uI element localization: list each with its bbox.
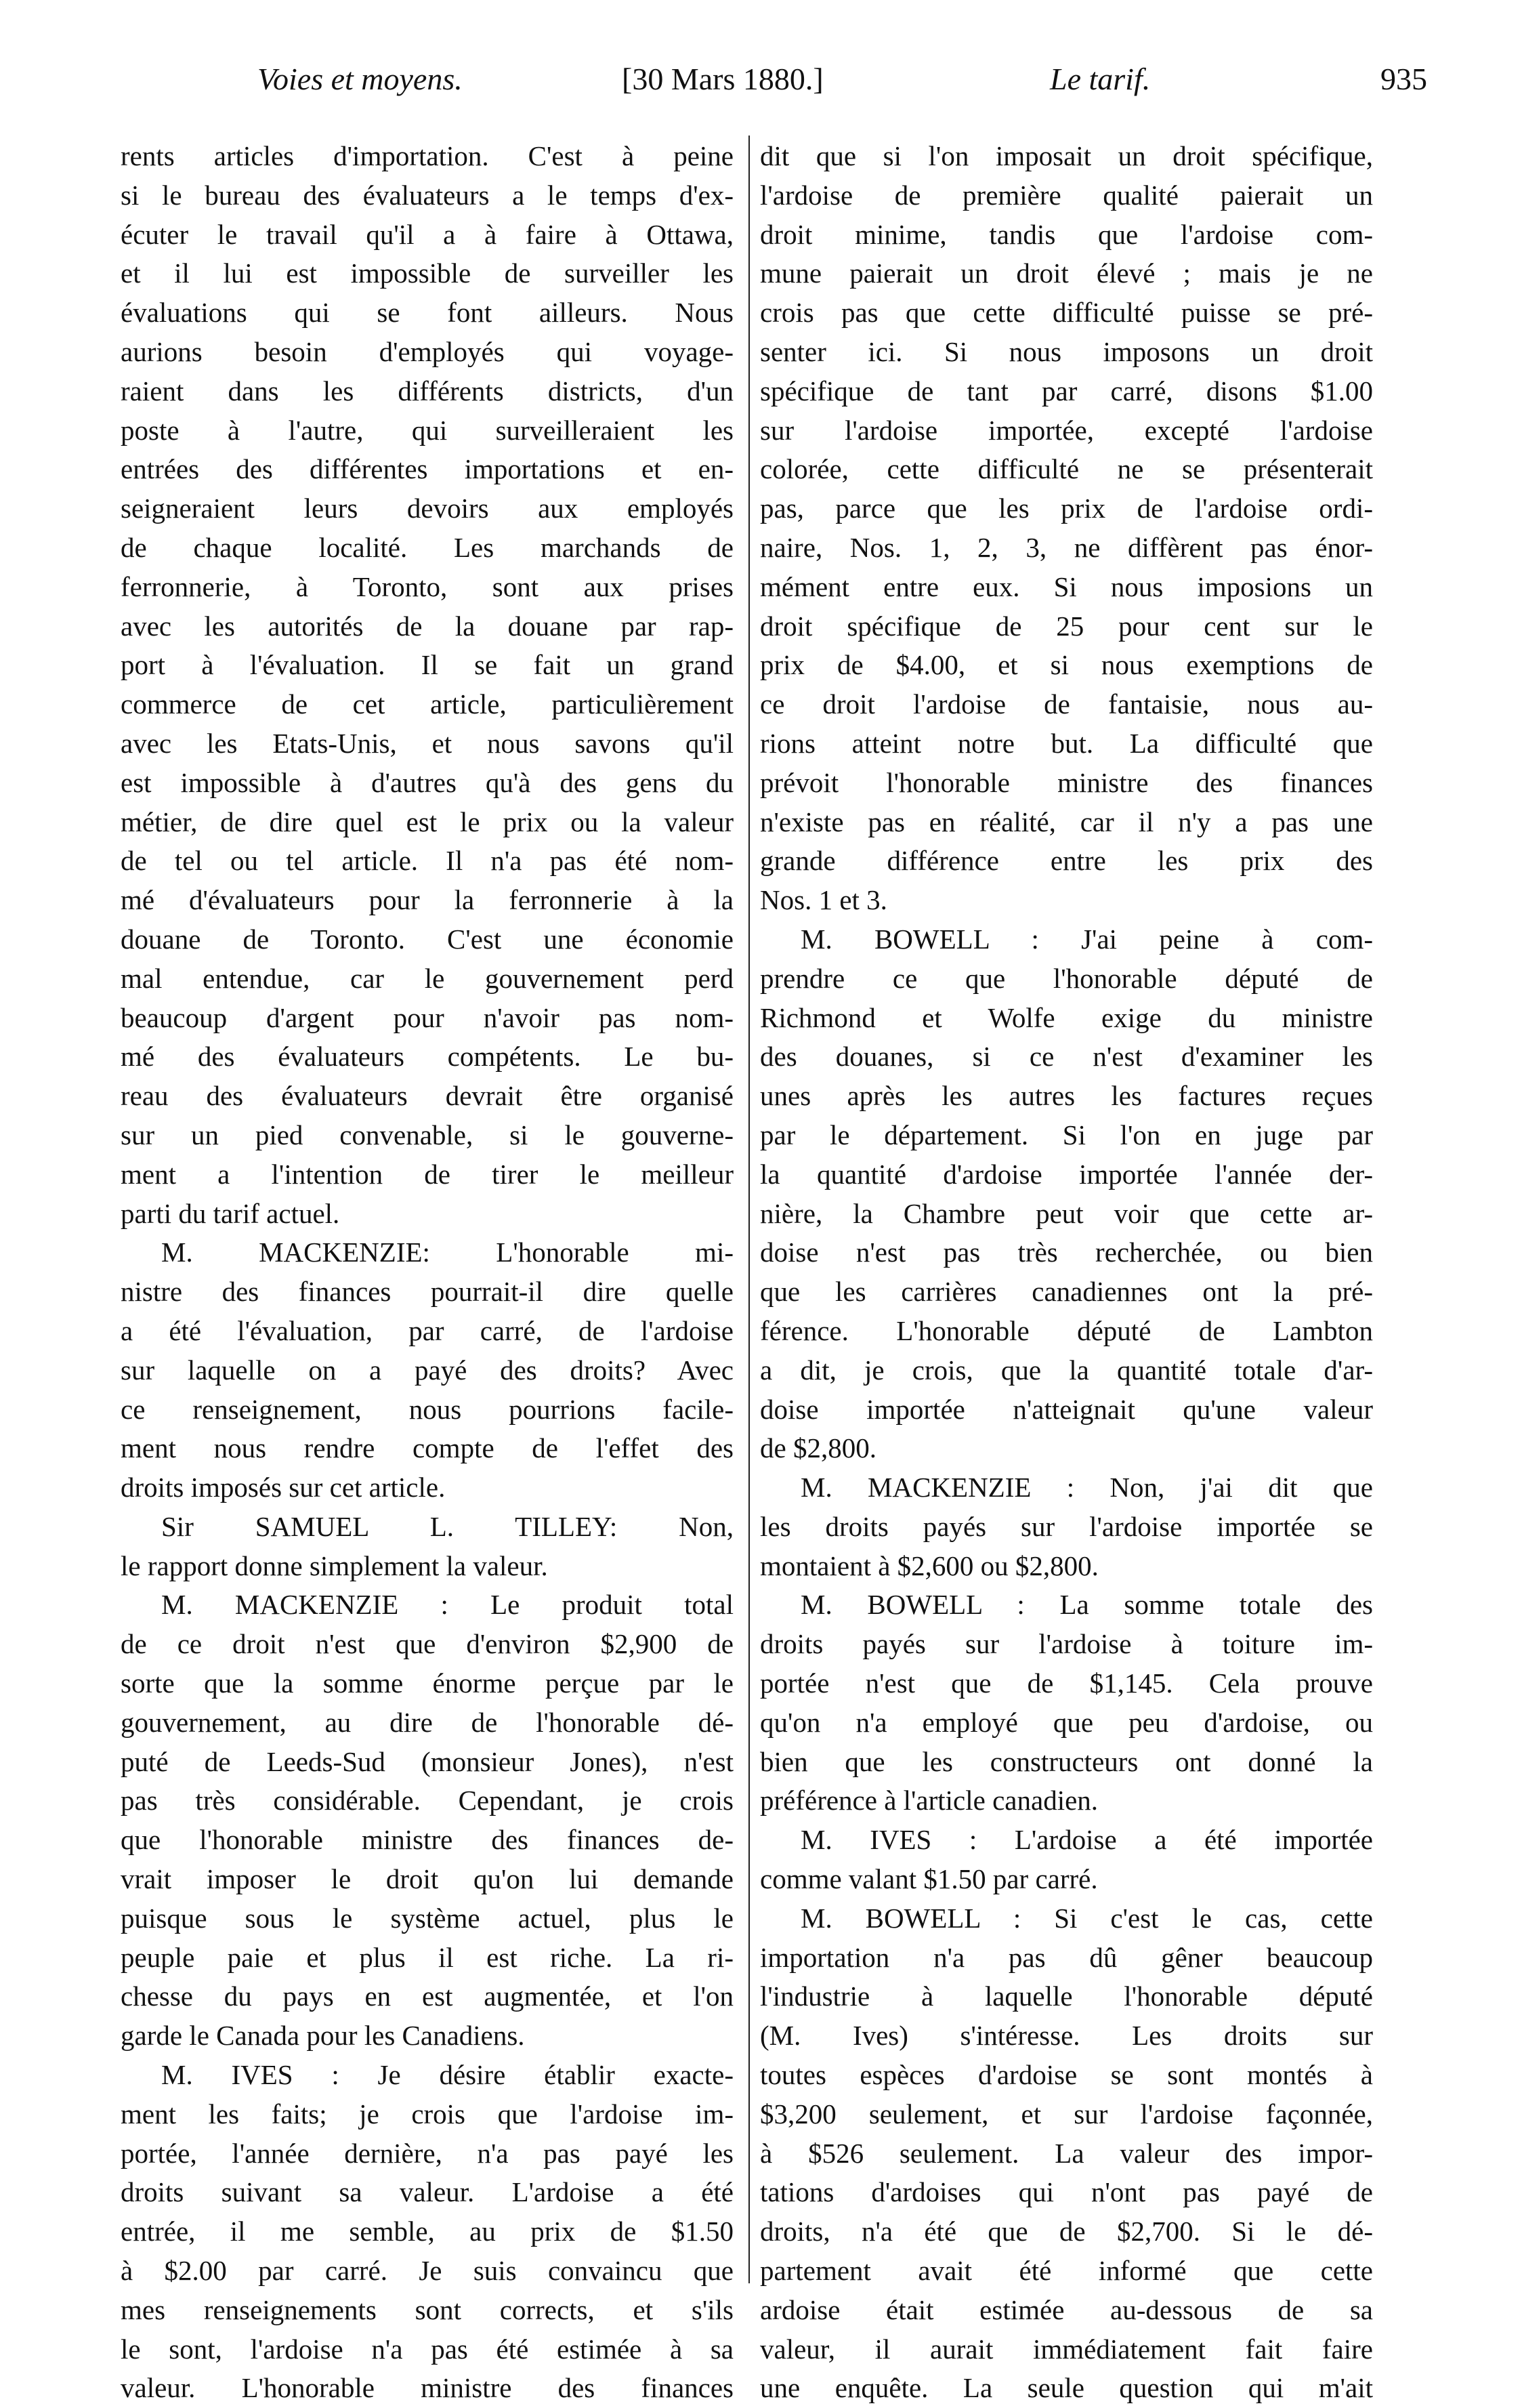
- text-line: douane de Toronto. C'est une économie: [121, 923, 734, 955]
- text-line: une enquête. La seule question qui m'ait: [760, 2372, 1373, 2404]
- text-line: préférence à l'article canadien.: [760, 1785, 1099, 1817]
- text-line: M. BOWELL : J'ai peine à com-: [801, 923, 1373, 955]
- text-line: droits, n'a été que de $2,700. Si le dé-: [760, 2216, 1373, 2247]
- text-line: qu'on n'a employé que peu d'ardoise, ou: [760, 1706, 1373, 1738]
- text-line: valeur. L'honorable ministre des finances: [121, 2372, 734, 2404]
- text-line: rents articles d'importation. C'est à peine: [121, 140, 734, 171]
- text-line: l'ardoise de première qualité paierait un: [760, 179, 1373, 211]
- text-line: naire, Nos. 1, 2, 3, ne diffèrent pas énor-: [760, 531, 1373, 563]
- text-line: dit que si l'on imposait un droit spécifique,: [760, 140, 1373, 171]
- text-line: droits suivant sa valeur. L'ardoise a été: [121, 2176, 734, 2208]
- text-line: vrait imposer le droit qu'on lui demande: [121, 1863, 734, 1895]
- text-line: droits imposés sur cet article.: [121, 1472, 446, 1503]
- text-line: que les carrières canadiennes ont la pré-: [760, 1276, 1373, 1308]
- text-line: droit spécifique de 25 pour cent sur le: [760, 610, 1373, 642]
- text-line: commerce de cet article, particulièrement: [121, 688, 734, 720]
- text-line: importation n'a pas dû gêner beaucoup: [760, 1941, 1373, 1973]
- text-line: puisque sous le système actuel, plus le: [121, 1902, 734, 1934]
- text-line: seigneraient leurs devoirs aux employés: [121, 493, 734, 524]
- text-line: mé d'évaluateurs pour la ferronnerie à la: [121, 884, 734, 916]
- text-line: Richmond et Wolfe exige du ministre: [760, 1001, 1373, 1033]
- text-line: raient dans les différents districts, d'un: [121, 375, 734, 407]
- text-line: à $526 seulement. La valeur des impor-: [760, 2137, 1373, 2169]
- text-line: n'existe pas en réalité, car il n'y a pas une: [760, 806, 1373, 837]
- text-line: pas très considérable. Cependant, je crois: [121, 1785, 734, 1817]
- text-line: ment les faits; je crois que l'ardoise im-: [121, 2098, 734, 2130]
- text-line: avec les Etats-Unis, et nous savons qu'il: [121, 727, 734, 759]
- text-line: si le bureau des évaluateurs a le temps d'ex-: [121, 179, 734, 211]
- text-line: l'industrie à laquelle l'honorable député: [760, 1980, 1373, 2012]
- running-header: [115, 49, 1427, 103]
- text-line: $3,200 seulement, et sur l'ardoise façonnée,: [760, 2098, 1373, 2130]
- text-line: droits payés sur l'ardoise à toiture im-: [760, 1628, 1373, 1660]
- text-line: métier, de dire quel est le prix ou la valeur: [121, 806, 734, 837]
- text-line: évaluations qui se font ailleurs. Nous: [121, 297, 734, 329]
- text-line: portée, l'année dernière, n'a pas payé les: [121, 2137, 734, 2169]
- text-line: M. MACKENZIE : Le produit total: [161, 1589, 734, 1621]
- text-line: ce renseignement, nous pourrions facile-: [121, 1393, 734, 1425]
- text-line: Nos. 1 et 3.: [760, 884, 887, 916]
- text-line: nistre des finances pourrait-il dire quelle: [121, 1276, 734, 1308]
- text-line: sur un pied convenable, si le gouverne-: [121, 1119, 734, 1150]
- text-line: mal entendue, car le gouvernement perd: [121, 962, 734, 994]
- text-line: prendre ce que l'honorable député de: [760, 962, 1373, 994]
- text-line: Sir SAMUEL L. TILLEY: Non,: [161, 1510, 734, 1542]
- text-line: entrée, il me semble, au prix de $1.50: [121, 2216, 734, 2247]
- text-line: gouvernement, au dire de l'honorable dé-: [121, 1706, 734, 1738]
- text-line: reau des évaluateurs devrait être organisé: [121, 1080, 734, 1112]
- page-number: 935: [1380, 62, 1427, 96]
- text-line: ferronnerie, à Toronto, sont aux prises: [121, 570, 734, 602]
- text-line: valeur, il aurait immédiatement fait faire: [760, 2333, 1373, 2365]
- text-line: ment a l'intention de tirer le meilleur: [121, 1158, 734, 1190]
- text-line: ce droit l'ardoise de fantaisie, nous au-: [760, 688, 1373, 720]
- text-line: senter ici. Si nous imposons un droit: [760, 335, 1373, 367]
- right-column: [760, 137, 1373, 2408]
- text-line: ment nous rendre compte de l'effet des: [121, 1432, 734, 1464]
- column-divider: [748, 136, 750, 2283]
- text-line: (M. Ives) s'intéresse. Les droits sur: [760, 2020, 1373, 2052]
- text-line: M. IVES : Je désire établir exacte-: [161, 2059, 734, 2091]
- text-line: toutes espèces d'ardoise se sont montés à: [760, 2059, 1373, 2091]
- text-line: prévoit l'honorable ministre des finances: [760, 766, 1373, 798]
- text-line: droit minime, tandis que l'ardoise com-: [760, 218, 1373, 250]
- text-line: sorte que la somme énorme perçue par le: [121, 1667, 734, 1699]
- text-line: grande différence entre les prix des: [760, 845, 1373, 877]
- text-line: de tel ou tel article. Il n'a pas été nom-: [121, 845, 734, 877]
- text-line: aurions besoin d'employés qui voyage-: [121, 335, 734, 367]
- header-date: [30 Mars 1880.]: [622, 62, 824, 96]
- text-line: mes renseignements sont corrects, et s'ils: [121, 2293, 734, 2325]
- text-line: doise importée n'atteignait qu'une valeur: [760, 1393, 1373, 1425]
- text-line: de ce droit n'est que d'environ $2,900 de: [121, 1628, 734, 1660]
- text-line: unes après les autres les factures reçues: [760, 1080, 1373, 1112]
- text-line: est impossible à d'autres qu'à des gens du: [121, 766, 734, 798]
- text-line: de $2,800.: [760, 1432, 876, 1464]
- text-line: le sont, l'ardoise n'a pas été estimée à sa: [121, 2333, 734, 2365]
- text-line: nière, la Chambre peut voir que cette ar-: [760, 1197, 1373, 1229]
- text-line: portée n'est que de $1,145. Cela prouve: [760, 1667, 1373, 1699]
- text-line: écuter le travail qu'il a à faire à Ottawa,: [121, 218, 734, 250]
- left-column: [121, 137, 734, 2408]
- text-line: beaucoup d'argent pour n'avoir pas nom-: [121, 1001, 734, 1033]
- text-line: prix de $4.00, et si nous exemptions de: [760, 649, 1373, 681]
- text-line: avec les autorités de la douane par rap-: [121, 610, 734, 642]
- text-line: M. BOWELL : Si c'est le cas, cette: [801, 1902, 1373, 1934]
- text-line: a dit, je crois, que la quantité totale d'ar-: [760, 1354, 1373, 1386]
- text-line: poste à l'autre, qui surveilleraient les: [121, 414, 734, 446]
- text-line: M. IVES : L'ardoise a été importée: [801, 1824, 1373, 1856]
- header-topic: Le tarif.: [1050, 62, 1151, 96]
- text-line: mément entre eux. Si nous imposions un: [760, 570, 1373, 602]
- text-line: crois pas que cette difficulté puisse se pré-: [760, 297, 1373, 329]
- text-line: sur laquelle on a payé des droits? Avec: [121, 1354, 734, 1386]
- text-line: partement avait été informé que cette: [760, 2255, 1373, 2287]
- text-line: comme valant $1.50 par carré.: [760, 1863, 1098, 1895]
- text-line: que l'honorable ministre des finances de-: [121, 1824, 734, 1856]
- text-line: tations d'ardoises qui n'ont pas payé de: [760, 2176, 1373, 2208]
- text-line: la quantité d'ardoise importée l'année der-: [760, 1158, 1373, 1190]
- text-line: et il lui est impossible de surveiller les: [121, 257, 734, 289]
- text-line: les droits payés sur l'ardoise importée se: [760, 1510, 1373, 1542]
- text-line: férence. L'honorable député de Lambton: [760, 1314, 1373, 1346]
- text-line: à $2.00 par carré. Je suis convaincu que: [121, 2255, 734, 2287]
- text-line: entrées des différentes importations et en-: [121, 453, 734, 485]
- text-line: des douanes, si ce n'est d'examiner les: [760, 1041, 1373, 1073]
- header-section-title: Voies et moyens.: [257, 62, 463, 96]
- text-line: bien que les constructeurs ont donné la: [760, 1745, 1373, 1777]
- text-line: montaient à $2,600 ou $2,800.: [760, 1550, 1099, 1581]
- text-line: mune paierait un droit élevé ; mais je ne: [760, 257, 1373, 289]
- text-line: colorée, cette difficulté ne se présenterait: [760, 453, 1373, 485]
- text-line: a été l'évaluation, par carré, de l'ardoise: [121, 1314, 734, 1346]
- text-line: M. BOWELL : La somme totale des: [801, 1589, 1373, 1621]
- text-line: M. MACKENZIE: L'honorable mi-: [161, 1237, 734, 1268]
- text-line: port à l'évaluation. Il se fait un grand: [121, 649, 734, 681]
- text-line: spécifique de tant par carré, disons $1.00: [760, 375, 1373, 407]
- text-line: chesse du pays en est augmentée, et l'on: [121, 1980, 734, 2012]
- text-line: peuple paie et plus il est riche. La ri-: [121, 1941, 734, 1973]
- text-line: mé des évaluateurs compétents. Le bu-: [121, 1041, 734, 1073]
- text-line: par le département. Si l'on en juge par: [760, 1119, 1373, 1150]
- text-line: rions atteint notre but. La difficulté que: [760, 727, 1373, 759]
- text-line: ardoise était estimée au-dessous de sa: [760, 2293, 1373, 2325]
- text-line: M. MACKENZIE : Non, j'ai dit que: [801, 1472, 1373, 1503]
- text-line: garde le Canada pour les Canadiens.: [121, 2020, 525, 2052]
- text-line: doise n'est pas très recherchée, ou bien: [760, 1237, 1373, 1268]
- text-line: de chaque localité. Les marchands de: [121, 531, 734, 563]
- text-line: le rapport donne simplement la valeur.: [121, 1550, 548, 1581]
- text-line: sur l'ardoise importée, excepté l'ardoise: [760, 414, 1373, 446]
- text-line: parti du tarif actuel.: [121, 1197, 340, 1229]
- text-line: pas, parce que les prix de l'ardoise ordi-: [760, 493, 1373, 524]
- text-line: puté de Leeds-Sud (monsieur Jones), n'est: [121, 1745, 734, 1777]
